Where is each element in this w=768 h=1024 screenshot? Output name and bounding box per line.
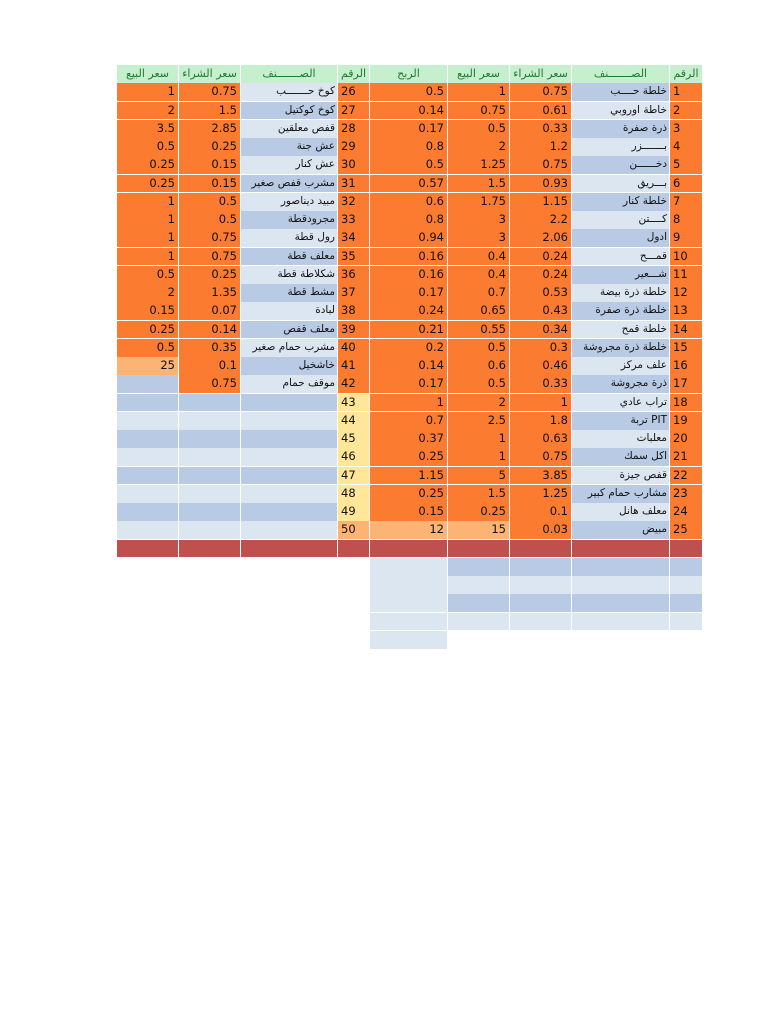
- separator-band: [510, 540, 572, 559]
- profit-cell[interactable]: 0.5: [370, 156, 448, 175]
- row-number-cell: 26: [338, 83, 370, 102]
- buy-price-cell[interactable]: [179, 394, 241, 413]
- empty-cell[interactable]: [670, 594, 703, 613]
- row-number-cell: 24: [670, 503, 703, 522]
- buy-price-cell[interactable]: 1.15: [510, 193, 572, 212]
- row-number-cell: 39: [338, 321, 370, 340]
- spreadsheet-grid: [117, 65, 703, 649]
- item-name-cell[interactable]: ذرة صفرة: [572, 120, 670, 139]
- profit-cell[interactable]: 0.24: [370, 302, 448, 321]
- sell-price-cell[interactable]: 1: [117, 248, 179, 267]
- buy-price-cell[interactable]: 0.5: [179, 211, 241, 230]
- buy-price-cell[interactable]: 0.1: [179, 357, 241, 376]
- profit-cell[interactable]: 1: [370, 394, 448, 413]
- item-name-cell[interactable]: خاطة اوروبي: [572, 102, 670, 121]
- sell-price-cell[interactable]: 0.4: [448, 248, 510, 267]
- profit-cell[interactable]: 0.94: [370, 229, 448, 248]
- row-number-cell: 3: [670, 120, 703, 139]
- row-number-cell: 19: [670, 412, 703, 431]
- row-number-cell: 36: [338, 266, 370, 285]
- profit-cell[interactable]: 0.8: [370, 211, 448, 230]
- buy-price-cell[interactable]: 1.35: [179, 284, 241, 303]
- sell-price-cell[interactable]: 0.25: [117, 321, 179, 340]
- row-number-cell: 15: [670, 339, 703, 358]
- empty-cell[interactable]: [670, 558, 703, 577]
- item-name-cell[interactable]: رول قطة: [241, 229, 338, 248]
- buy-price-cell[interactable]: 0.75: [179, 375, 241, 394]
- sell-price-cell[interactable]: 0.5: [117, 266, 179, 285]
- sell-price-cell[interactable]: 2: [117, 102, 179, 121]
- buy-price-cell[interactable]: 0.14: [179, 321, 241, 340]
- item-name-cell[interactable]: خلطة قمح: [572, 321, 670, 340]
- empty-cell[interactable]: [572, 613, 670, 632]
- item-name-cell[interactable]: كــــتن: [572, 211, 670, 230]
- item-name-cell[interactable]: خلطة ذرة مجروشة: [572, 339, 670, 358]
- sell-price-cell[interactable]: [117, 503, 179, 522]
- row-number-cell: 47: [338, 467, 370, 486]
- header-buy-price: سعر الشراء: [510, 65, 572, 84]
- row-number-cell: 42: [338, 375, 370, 394]
- item-name-cell[interactable]: تراب عادي: [572, 394, 670, 413]
- buy-price-cell[interactable]: 1: [510, 394, 572, 413]
- row-number-cell: 41: [338, 357, 370, 376]
- row-number-cell: 7: [670, 193, 703, 212]
- empty-cell[interactable]: [448, 594, 510, 613]
- item-name-cell[interactable]: [241, 485, 338, 504]
- sell-price-cell[interactable]: 3: [448, 211, 510, 230]
- buy-price-cell[interactable]: 0.43: [510, 302, 572, 321]
- sell-price-cell[interactable]: 0.65: [448, 302, 510, 321]
- row-number-cell: 43: [338, 394, 370, 413]
- buy-price-cell[interactable]: 1.25: [510, 485, 572, 504]
- sell-price-cell[interactable]: 3.5: [117, 120, 179, 139]
- sell-price-cell[interactable]: 1.5: [448, 175, 510, 194]
- sell-price-cell[interactable]: 0.15: [117, 302, 179, 321]
- row-number-cell: 35: [338, 248, 370, 267]
- item-name-cell[interactable]: [241, 503, 338, 522]
- buy-price-cell[interactable]: 0.07: [179, 302, 241, 321]
- empty-cell[interactable]: [370, 613, 448, 632]
- buy-price-cell[interactable]: 2.06: [510, 229, 572, 248]
- separator-band: [338, 540, 370, 559]
- buy-price-cell[interactable]: 0.75: [179, 248, 241, 267]
- sell-price-cell[interactable]: [117, 521, 179, 540]
- profit-cell[interactable]: 0.25: [370, 485, 448, 504]
- sell-price-cell[interactable]: [117, 375, 179, 394]
- row-number-cell: 11: [670, 266, 703, 285]
- buy-price-cell[interactable]: [179, 521, 241, 540]
- profit-cell[interactable]: 0.21: [370, 321, 448, 340]
- sell-price-cell[interactable]: 1: [448, 83, 510, 102]
- item-name-cell[interactable]: كوخ كوكتيل: [241, 102, 338, 121]
- sell-price-cell[interactable]: 0.5: [448, 339, 510, 358]
- row-number-cell: 33: [338, 211, 370, 230]
- buy-price-cell[interactable]: [179, 503, 241, 522]
- item-name-cell[interactable]: ادول: [572, 229, 670, 248]
- empty-cell[interactable]: [572, 576, 670, 595]
- row-number-cell: 21: [670, 448, 703, 467]
- row-number-cell: 34: [338, 229, 370, 248]
- sell-price-cell[interactable]: [117, 430, 179, 449]
- row-number-cell: 2: [670, 102, 703, 121]
- buy-price-cell[interactable]: [179, 430, 241, 449]
- empty-cell[interactable]: [572, 558, 670, 577]
- row-number-cell: 48: [338, 485, 370, 504]
- item-name-cell[interactable]: خلطة حــــب: [572, 83, 670, 102]
- item-name-cell[interactable]: بـــريق: [572, 175, 670, 194]
- row-number-cell: 17: [670, 375, 703, 394]
- sell-price-cell[interactable]: 1.75: [448, 193, 510, 212]
- empty-cell[interactable]: [510, 594, 572, 613]
- item-name-cell[interactable]: دخــــــن: [572, 156, 670, 175]
- sell-price-cell[interactable]: 1: [117, 229, 179, 248]
- sell-price-cell[interactable]: [117, 394, 179, 413]
- profit-cell[interactable]: 0.16: [370, 266, 448, 285]
- item-name-cell[interactable]: عش جنة: [241, 138, 338, 157]
- sell-price-cell[interactable]: 15: [448, 521, 510, 540]
- row-number-cell: 28: [338, 120, 370, 139]
- buy-price-cell[interactable]: 0.35: [179, 339, 241, 358]
- item-name-cell[interactable]: [241, 448, 338, 467]
- profit-cell[interactable]: 0.14: [370, 357, 448, 376]
- profit-cell[interactable]: 0.5: [370, 83, 448, 102]
- separator-band: [572, 540, 670, 559]
- buy-price-cell[interactable]: 0.5: [179, 193, 241, 212]
- item-name-cell[interactable]: معلف قفص: [241, 321, 338, 340]
- row-number-cell: 13: [670, 302, 703, 321]
- header-sell-price: سعر البيع: [117, 65, 179, 84]
- item-name-cell[interactable]: خلطة ذرة صفرة: [572, 302, 670, 321]
- item-name-cell[interactable]: علف مركز: [572, 357, 670, 376]
- profit-cell[interactable]: 1.15: [370, 467, 448, 486]
- profit-cell[interactable]: 0.17: [370, 375, 448, 394]
- buy-price-cell[interactable]: 0.63: [510, 430, 572, 449]
- row-number-cell: 20: [670, 430, 703, 449]
- row-number-cell: 4: [670, 138, 703, 157]
- sell-price-cell[interactable]: 0.7: [448, 284, 510, 303]
- buy-price-cell[interactable]: 0.93: [510, 175, 572, 194]
- buy-price-cell[interactable]: 1.2: [510, 138, 572, 157]
- profit-cell[interactable]: 12: [370, 521, 448, 540]
- row-number-cell: 12: [670, 284, 703, 303]
- sell-price-cell[interactable]: 5: [448, 467, 510, 486]
- sell-price-cell[interactable]: 0.5: [117, 138, 179, 157]
- header-item: الصـــــــنف: [572, 65, 670, 84]
- row-number-cell: 16: [670, 357, 703, 376]
- buy-price-cell[interactable]: 0.25: [179, 138, 241, 157]
- separator-band: [448, 540, 510, 559]
- item-name-cell[interactable]: موقف حمام: [241, 375, 338, 394]
- header-number: الرقم: [338, 65, 370, 84]
- empty-cell[interactable]: [370, 576, 448, 595]
- profit-cell[interactable]: 0.37: [370, 430, 448, 449]
- item-name-cell[interactable]: معلف هانل: [572, 503, 670, 522]
- item-name-cell[interactable]: مشط قطة: [241, 284, 338, 303]
- sell-price-cell[interactable]: 1.5: [448, 485, 510, 504]
- row-number-cell: 31: [338, 175, 370, 194]
- row-number-cell: 10: [670, 248, 703, 267]
- row-number-cell: 38: [338, 302, 370, 321]
- item-name-cell[interactable]: [241, 394, 338, 413]
- item-name-cell[interactable]: خلطة كنار: [572, 193, 670, 212]
- item-name-cell[interactable]: خلطة ذرة بيضة: [572, 284, 670, 303]
- buy-price-cell[interactable]: 0.75: [179, 229, 241, 248]
- item-name-cell[interactable]: PIT تربة: [572, 412, 670, 431]
- sell-price-cell[interactable]: 0.5: [448, 375, 510, 394]
- row-number-cell: 25: [670, 521, 703, 540]
- profit-cell[interactable]: 0.57: [370, 175, 448, 194]
- row-number-cell: 49: [338, 503, 370, 522]
- buy-price-cell[interactable]: 3.85: [510, 467, 572, 486]
- item-name-cell[interactable]: اكل سمك: [572, 448, 670, 467]
- item-name-cell[interactable]: ذرة مجروشة: [572, 375, 670, 394]
- buy-price-cell[interactable]: 0.03: [510, 521, 572, 540]
- empty-cell[interactable]: [510, 613, 572, 632]
- sell-price-cell[interactable]: 0.75: [448, 102, 510, 121]
- profit-cell[interactable]: 0.25: [370, 448, 448, 467]
- item-name-cell[interactable]: قمـــح: [572, 248, 670, 267]
- empty-cell[interactable]: [370, 594, 448, 613]
- item-name-cell[interactable]: معلبات: [572, 430, 670, 449]
- sell-price-cell[interactable]: [117, 448, 179, 467]
- empty-cell[interactable]: [510, 558, 572, 577]
- buy-price-cell[interactable]: 0.15: [179, 175, 241, 194]
- empty-cell[interactable]: [370, 631, 448, 650]
- item-name-cell[interactable]: مبيض: [572, 521, 670, 540]
- buy-price-cell[interactable]: 0.75: [510, 448, 572, 467]
- item-name-cell[interactable]: معلف قطة: [241, 248, 338, 267]
- separator-band: [117, 540, 179, 559]
- item-name-cell[interactable]: لبادة: [241, 302, 338, 321]
- buy-price-cell[interactable]: 0.1: [510, 503, 572, 522]
- item-name-cell[interactable]: عش كنار: [241, 156, 338, 175]
- sell-price-cell[interactable]: 1: [448, 430, 510, 449]
- buy-price-cell[interactable]: 0.46: [510, 357, 572, 376]
- buy-price-cell[interactable]: 0.75: [510, 156, 572, 175]
- profit-cell[interactable]: 0.2: [370, 339, 448, 358]
- empty-cell[interactable]: [670, 576, 703, 595]
- header-profit: الربح: [370, 65, 448, 84]
- buy-price-cell[interactable]: 2.2: [510, 211, 572, 230]
- sell-price-cell[interactable]: 1: [448, 448, 510, 467]
- sell-price-cell[interactable]: 2: [448, 394, 510, 413]
- sell-price-cell[interactable]: [117, 467, 179, 486]
- profit-cell[interactable]: 0.17: [370, 284, 448, 303]
- buy-price-cell[interactable]: 0.15: [179, 156, 241, 175]
- item-name-cell[interactable]: خاشخيل: [241, 357, 338, 376]
- profit-cell[interactable]: 0.16: [370, 248, 448, 267]
- separator-band: [179, 540, 241, 559]
- buy-price-cell[interactable]: 0.75: [179, 83, 241, 102]
- sell-price-cell[interactable]: 0.25: [448, 503, 510, 522]
- buy-price-cell[interactable]: 0.24: [510, 266, 572, 285]
- sell-price-cell[interactable]: 0.5: [448, 120, 510, 139]
- empty-cell[interactable]: [670, 613, 703, 632]
- separator-band: [370, 540, 448, 559]
- separator-band: [670, 540, 703, 559]
- sell-price-cell[interactable]: 1: [117, 83, 179, 102]
- sell-price-cell[interactable]: 0.5: [117, 339, 179, 358]
- sell-price-cell[interactable]: 0.4: [448, 266, 510, 285]
- sell-price-cell[interactable]: 0.6: [448, 357, 510, 376]
- separator-band: [241, 540, 338, 559]
- sell-price-cell[interactable]: 0.55: [448, 321, 510, 340]
- item-name-cell[interactable]: مشرب قفص صغير: [241, 175, 338, 194]
- row-number-cell: 14: [670, 321, 703, 340]
- buy-price-cell[interactable]: 0.33: [510, 120, 572, 139]
- row-number-cell: 30: [338, 156, 370, 175]
- item-name-cell[interactable]: بـــــــزر: [572, 138, 670, 157]
- row-number-cell: 8: [670, 211, 703, 230]
- buy-price-cell[interactable]: 1.5: [179, 102, 241, 121]
- buy-price-cell[interactable]: 2.85: [179, 120, 241, 139]
- sell-price-cell[interactable]: [117, 485, 179, 504]
- row-number-cell: 18: [670, 394, 703, 413]
- empty-cell[interactable]: [448, 558, 510, 577]
- header-buy-price: سعر الشراء: [179, 65, 241, 84]
- header-sell-price: سعر البيع: [448, 65, 510, 84]
- row-number-cell: 5: [670, 156, 703, 175]
- header-number: الرقم: [670, 65, 703, 84]
- row-number-cell: 6: [670, 175, 703, 194]
- buy-price-cell[interactable]: [179, 485, 241, 504]
- buy-price-cell[interactable]: 0.53: [510, 284, 572, 303]
- sell-price-cell[interactable]: 1: [117, 193, 179, 212]
- buy-price-cell[interactable]: 0.3: [510, 339, 572, 358]
- row-number-cell: 22: [670, 467, 703, 486]
- item-name-cell[interactable]: قفص جيزة: [572, 467, 670, 486]
- buy-price-cell[interactable]: 0.24: [510, 248, 572, 267]
- sell-price-cell[interactable]: 2: [117, 284, 179, 303]
- empty-cell[interactable]: [370, 558, 448, 577]
- item-name-cell[interactable]: كوخ حـــــــب: [241, 83, 338, 102]
- item-name-cell[interactable]: [241, 412, 338, 431]
- header-item: الصـــــــنف: [241, 65, 338, 84]
- sell-price-cell[interactable]: 1: [117, 211, 179, 230]
- profit-cell[interactable]: 0.17: [370, 120, 448, 139]
- empty-cell[interactable]: [572, 594, 670, 613]
- buy-price-cell[interactable]: 0.34: [510, 321, 572, 340]
- row-number-cell: 1: [670, 83, 703, 102]
- sell-price-cell[interactable]: 2: [448, 138, 510, 157]
- profit-cell[interactable]: 0.14: [370, 102, 448, 121]
- item-name-cell[interactable]: شكلاطة قطة: [241, 266, 338, 285]
- buy-price-cell[interactable]: 0.75: [510, 83, 572, 102]
- sell-price-cell[interactable]: 2.5: [448, 412, 510, 431]
- item-name-cell[interactable]: مبيد ديناصور: [241, 193, 338, 212]
- item-name-cell[interactable]: [241, 521, 338, 540]
- item-name-cell[interactable]: قفص معلقين: [241, 120, 338, 139]
- row-number-cell: 46: [338, 448, 370, 467]
- row-number-cell: 44: [338, 412, 370, 431]
- empty-cell[interactable]: [510, 576, 572, 595]
- profit-cell[interactable]: 0.7: [370, 412, 448, 431]
- row-number-cell: 23: [670, 485, 703, 504]
- row-number-cell: 37: [338, 284, 370, 303]
- buy-price-cell[interactable]: [179, 412, 241, 431]
- row-number-cell: 40: [338, 339, 370, 358]
- buy-price-cell[interactable]: [179, 448, 241, 467]
- sell-price-cell[interactable]: 3: [448, 229, 510, 248]
- sell-price-cell[interactable]: 0.25: [117, 156, 179, 175]
- sell-price-cell[interactable]: 0.25: [117, 175, 179, 194]
- buy-price-cell[interactable]: 0.61: [510, 102, 572, 121]
- item-name-cell[interactable]: مجرودقطة: [241, 211, 338, 230]
- profit-cell[interactable]: 0.15: [370, 503, 448, 522]
- buy-price-cell[interactable]: 0.25: [179, 266, 241, 285]
- item-name-cell[interactable]: [241, 430, 338, 449]
- row-number-cell: 29: [338, 138, 370, 157]
- buy-price-cell[interactable]: 1.8: [510, 412, 572, 431]
- sell-price-cell[interactable]: 25: [117, 357, 179, 376]
- buy-price-cell[interactable]: 0.33: [510, 375, 572, 394]
- item-name-cell[interactable]: شـــعير: [572, 266, 670, 285]
- row-number-cell: 32: [338, 193, 370, 212]
- item-name-cell[interactable]: [241, 467, 338, 486]
- item-name-cell[interactable]: مشارب حمام كبير: [572, 485, 670, 504]
- row-number-cell: 9: [670, 229, 703, 248]
- profit-cell[interactable]: 0.6: [370, 193, 448, 212]
- sell-price-cell[interactable]: [117, 412, 179, 431]
- profit-cell[interactable]: 0.8: [370, 138, 448, 157]
- sell-price-cell[interactable]: 1.25: [448, 156, 510, 175]
- row-number-cell: 27: [338, 102, 370, 121]
- empty-cell[interactable]: [448, 613, 510, 632]
- buy-price-cell[interactable]: [179, 467, 241, 486]
- row-number-cell: 45: [338, 430, 370, 449]
- item-name-cell[interactable]: مشرب حمام صغير: [241, 339, 338, 358]
- row-number-cell: 50: [338, 521, 370, 540]
- empty-cell[interactable]: [448, 576, 510, 595]
